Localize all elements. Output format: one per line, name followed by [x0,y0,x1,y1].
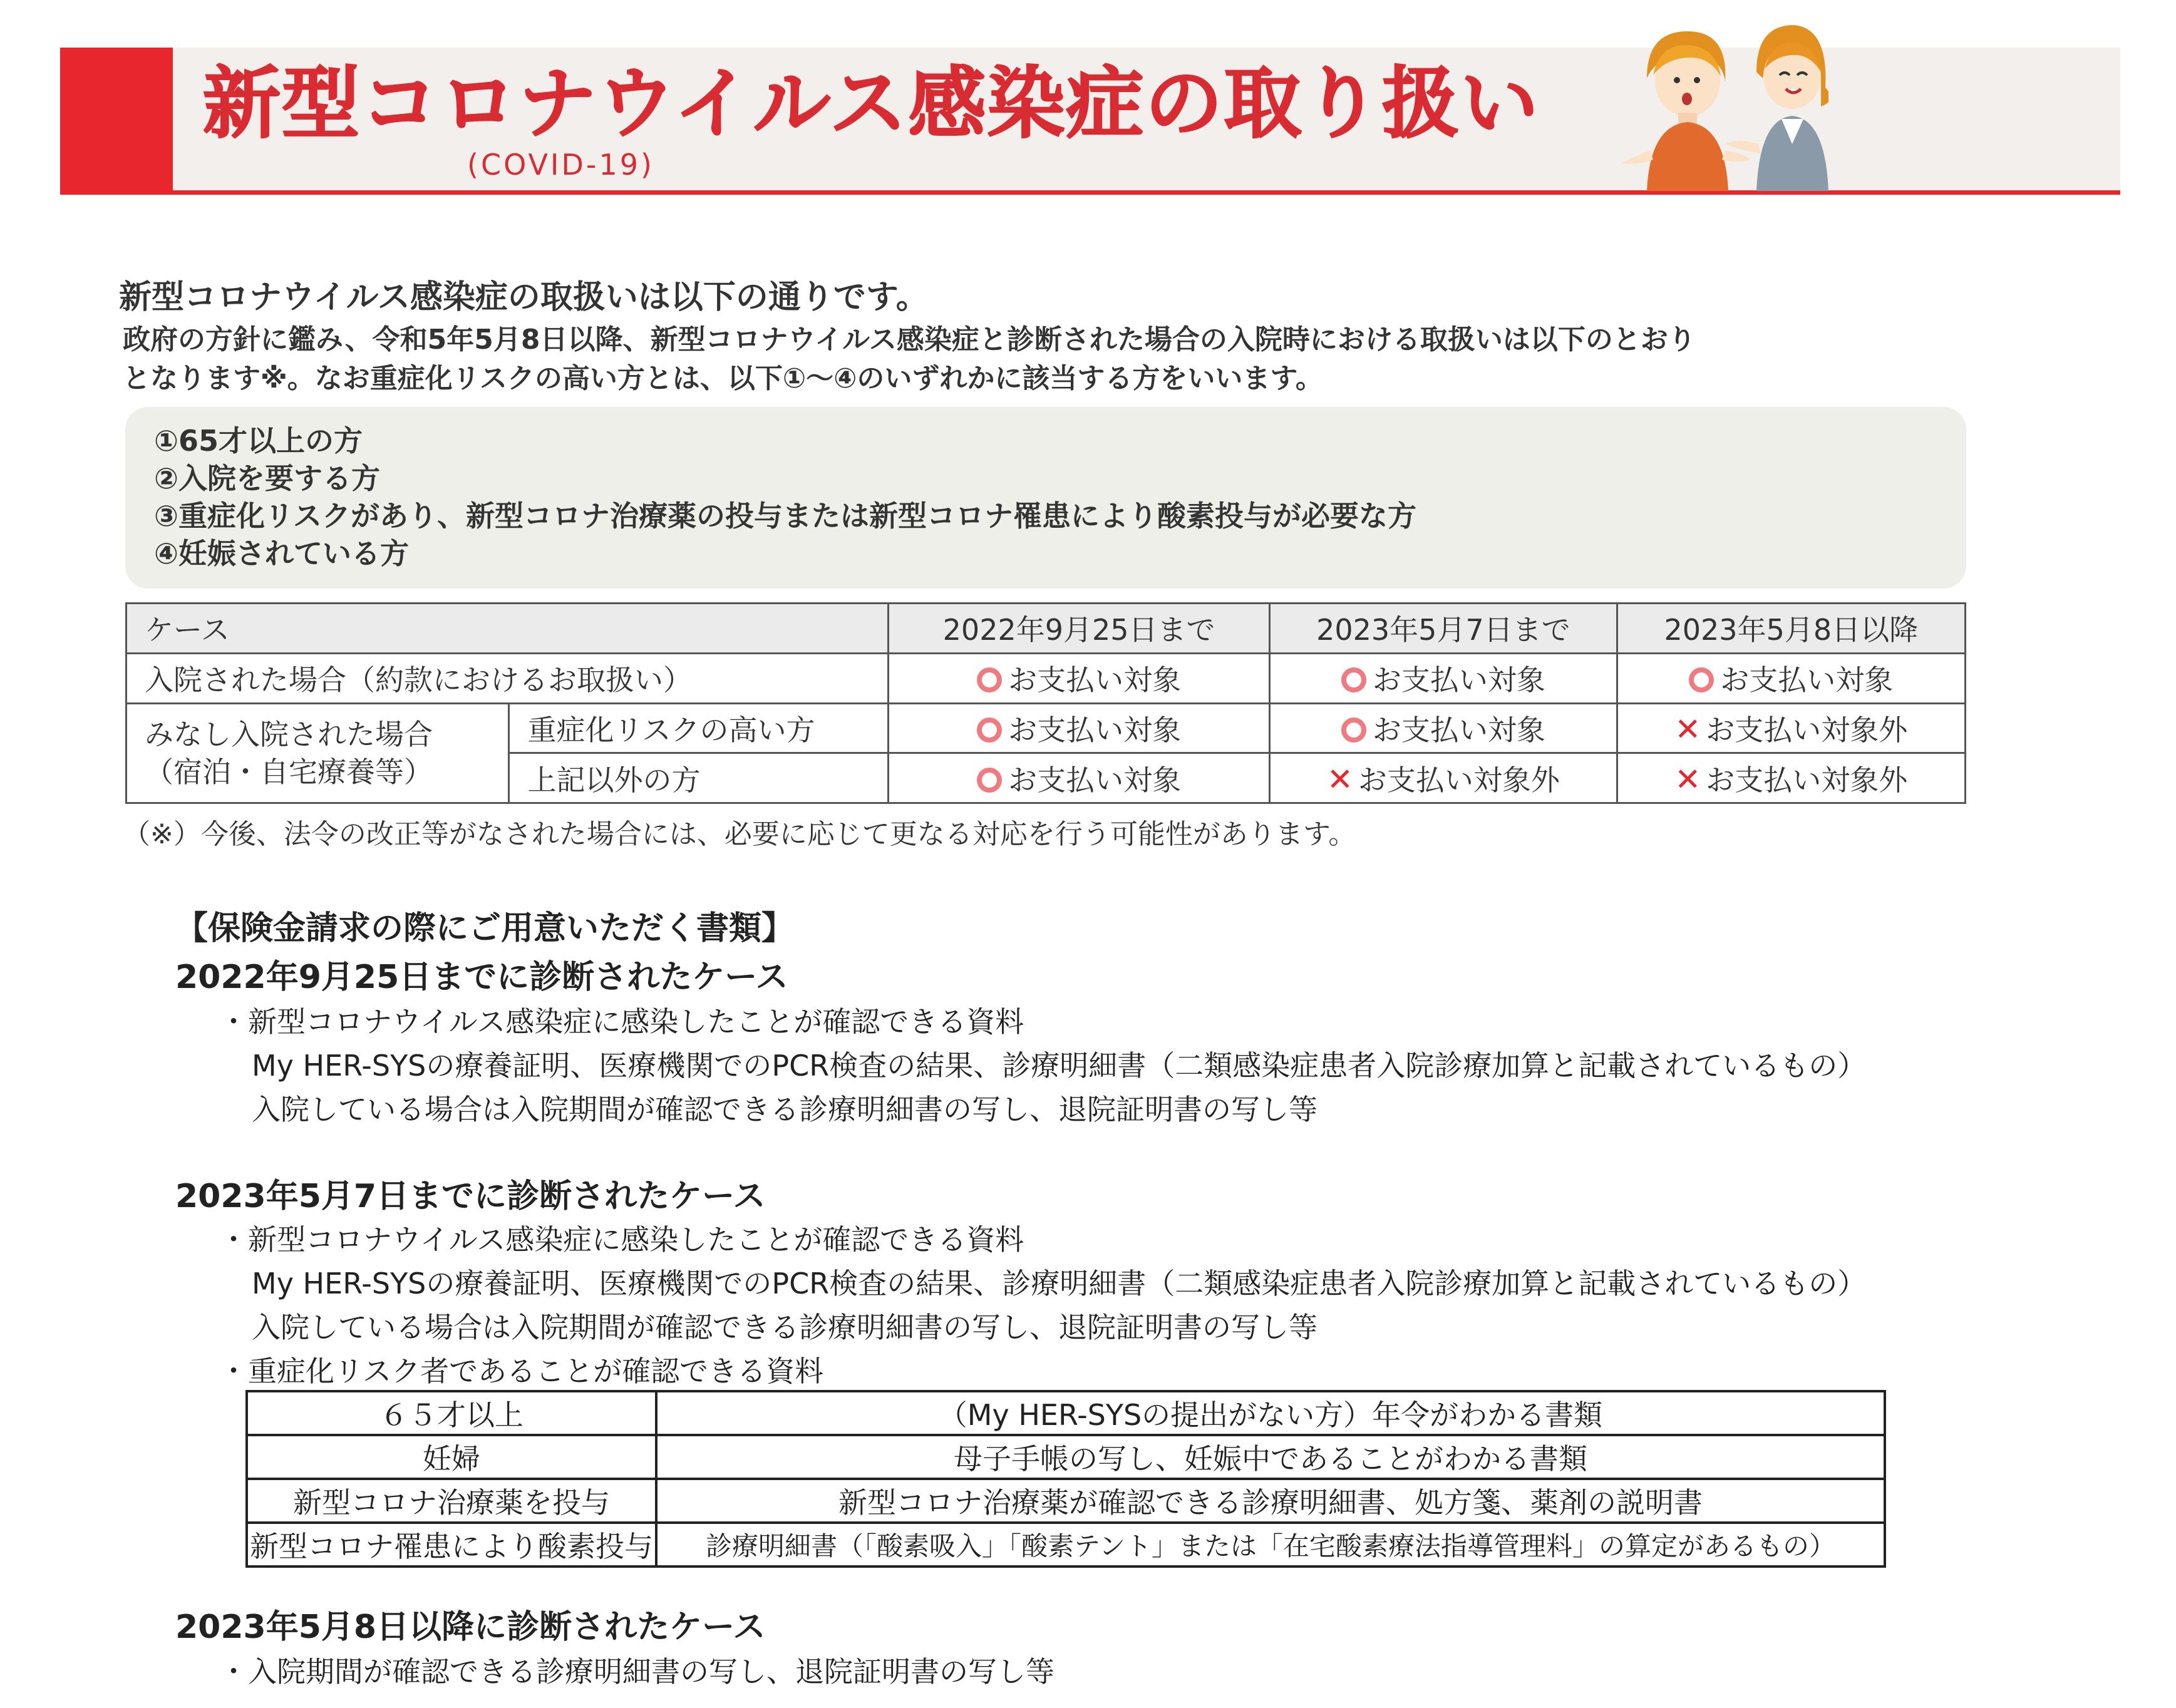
case2-title: 2023年5月7日までに診断されたケース [175,1178,766,1215]
row-label-high-risk: 重症化リスクの高い方 [509,703,889,753]
intro-line-2: となります※。なお重症化リスクの高い方とは、以下①～④のいずれかに該当する方をいいます。 [123,363,1323,394]
status-cell [888,703,1269,753]
case2-bullet: ・新型コロナウイルス感染症に感染したことが確認できる資料 [219,1223,1024,1257]
docs-key: 新型コロナ罹患により酸素投与 [247,1523,656,1567]
circle-mark-icon [977,718,1002,743]
two-women-illustration [1622,19,1828,194]
status-cell [888,753,1269,803]
page-subtitle: (COVID-19) [467,148,654,182]
banner-red-block [60,48,173,190]
docs-row [247,1391,1885,1435]
coverage-table [125,602,1966,804]
risk-item-1: ①65才以上の方 [154,424,363,458]
row-label-hospitalized: 入院された場合（約款におけるお取扱い） [126,653,889,703]
case2-line-1: My HER-SYSの療養証明、医療機関でのPCR検査の結果、診療明細書（二類感染症患者入院診療加算と記載されているもの） [252,1267,1867,1300]
circle-mark-icon [977,768,1002,793]
status-cell [1617,753,1965,803]
header-case: ケース [126,604,889,654]
docs-row [247,1523,1885,1567]
status-cell [1270,703,1617,753]
status-eligible: お支払い対象 [1720,663,1894,697]
women-illustration-icon [1622,19,1828,194]
docs-row [247,1435,1885,1479]
status-eligible: お支払い対象 [1008,763,1182,797]
intro-lead: 新型コロナウイルス感染症の取扱いは以下の通りです。 [119,279,929,316]
case2-bullet-2: ・重症化リスク者であることが確認できる資料 [219,1354,824,1388]
risk-conditions-box [125,407,1966,589]
docs-value: 新型コロナ治療薬が確認できる診療明細書、処方箋、薬剤の説明書 [656,1479,1885,1523]
cross-mark-icon: ✕ [1674,711,1701,748]
status-eligible: お支払い対象 [1008,713,1182,747]
docs-key: 新型コロナ治療薬を投与 [247,1479,656,1523]
status-not-eligible: お支払い対象外 [1706,763,1908,797]
footnote: （※）今後、法令の改正等がなされた場合には、必要に応じて更なる対応を行う可能性があります。 [123,818,1356,850]
cross-mark-icon: ✕ [1674,761,1701,798]
circle-mark-icon [1341,667,1366,692]
docs-row [247,1479,1885,1523]
header-period-1: 2022年9月25日まで [888,604,1269,654]
status-not-eligible: お支払い対象外 [1358,763,1560,797]
row-label-others: 上記以外の方 [509,753,889,803]
group-label-line-1: みなし入院された場合 [145,717,433,751]
status-cell [888,653,1269,703]
case3-bullet: ・入院期間が確認できる診療明細書の写し、退院証明書の写し等 [219,1655,1054,1689]
coverage-row-high-risk [126,703,1966,753]
page-title: 新型コロナウイルス感染症の取り扱い [203,59,1540,149]
circle-mark-icon [1341,718,1366,743]
intro-body [123,321,2001,398]
case1-line-2: 入院している場合は入院期間が確認できる診療明細書の写し、退院証明書の写し等 [252,1093,1317,1126]
cross-mark-icon: ✕ [1326,761,1353,798]
circle-mark-icon [977,667,1002,692]
case1-bullet: ・新型コロナウイルス感染症に感染したことが確認できる資料 [219,1005,1024,1039]
status-eligible: お支払い対象 [1372,663,1545,697]
case1-line-1: My HER-SYSの療養証明、医療機関でのPCR検査の結果、診療明細書（二類感染症患者入院診療加算と記載されているもの） [252,1049,1867,1083]
status-cell [1270,653,1617,703]
status-eligible: お支払い対象 [1008,663,1182,697]
header-period-3: 2023年5月8日以降 [1617,604,1965,654]
docs-value: 診療明細書（「酸素吸入」「酸素テント」または「在宅酸素療法指導管理料」の算定があるもの） [656,1523,1885,1567]
row-group-deemed-hospitalization [126,703,509,803]
group-label-line-2: （宿泊・自宅療養等） [145,754,433,789]
intro-line-1: 政府の方針に鑑み、令和5年5月8日以降、新型コロナウイルス感染症と診断された場合の入院時における取扱いは以下のとおり [123,324,1696,356]
status-not-eligible: お支払い対象外 [1706,713,1908,747]
risk-documents-table [245,1390,1886,1568]
case2-line-2: 入院している場合は入院期間が確認できる診療明細書の写し、退院証明書の写し等 [252,1310,1317,1344]
documents-heading: 【保険金請求の際にご用意いただく書類】 [175,910,795,947]
docs-value: （My HER-SYSの提出がない方）年令がわかる書類 [656,1391,1885,1435]
docs-value: 母子手帳の写し、妊娠中であることがわかる書類 [656,1435,1885,1479]
risk-item-3: ③重症化リスクがあり、新型コロナ治療薬の投与または新型コロナ罹患により酸素投与が必要な方 [154,499,1417,533]
coverage-header-row [126,604,1966,654]
case1-title: 2022年9月25日までに診断されたケース [175,959,788,996]
docs-key: ６５才以上 [247,1391,656,1435]
status-cell [1617,653,1965,703]
status-cell [1617,703,1965,753]
status-eligible: お支払い対象 [1372,713,1545,747]
coverage-row-hospitalized [126,653,1966,703]
status-cell [1270,753,1617,803]
risk-item-2: ②入院を要する方 [154,461,380,495]
circle-mark-icon [1689,667,1714,692]
header-period-2: 2023年5月7日まで [1270,604,1617,654]
case3-title: 2023年5月8日以降に診断されたケース [175,1608,766,1646]
docs-key: 妊婦 [247,1435,656,1479]
risk-item-4: ④妊娠されている方 [154,537,409,570]
